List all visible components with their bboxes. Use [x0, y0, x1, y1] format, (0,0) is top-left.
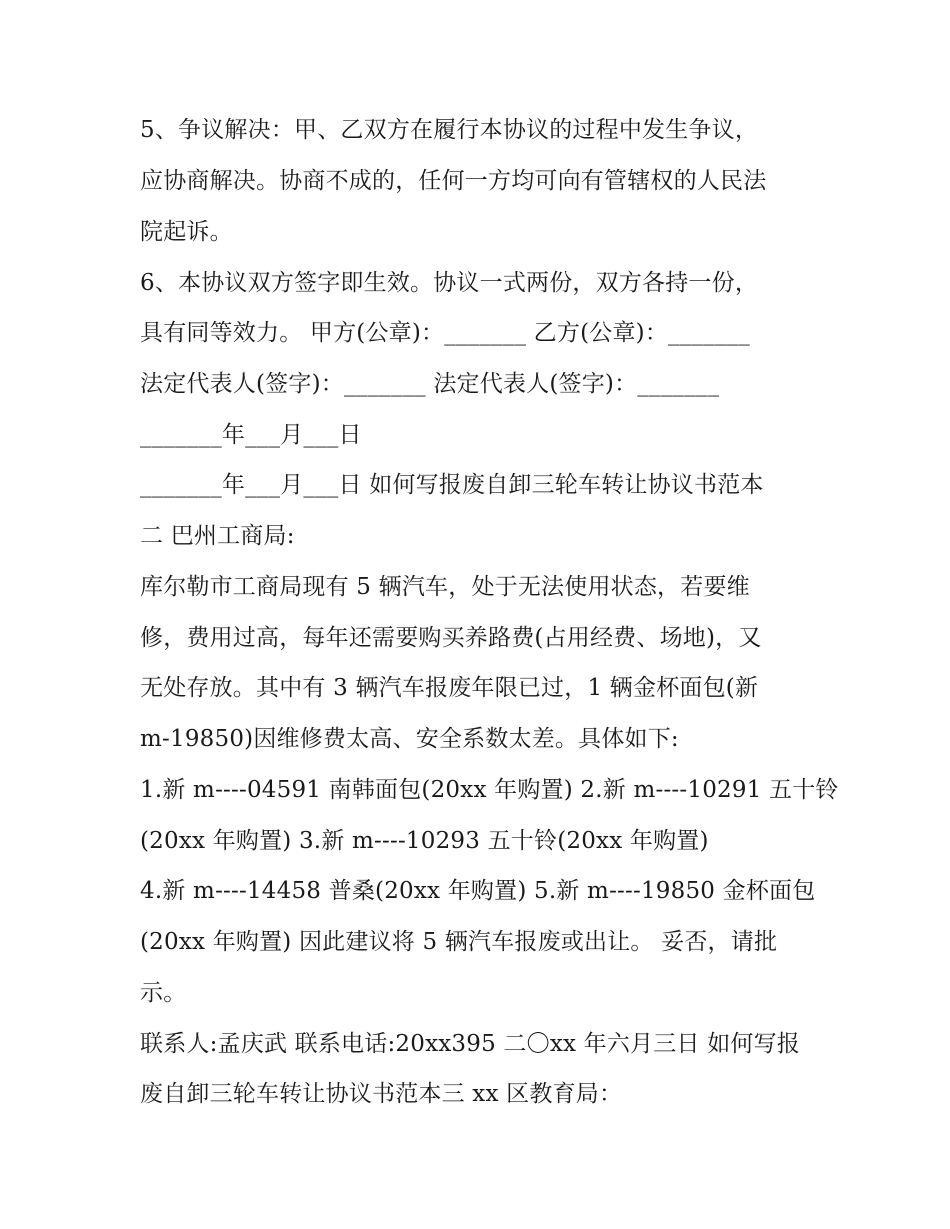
text-line: 无处存放。其中有 3 辆汽车报废年限已过，1 辆金杯面包(新: [140, 675, 759, 701]
text-line: 5、争议解决：甲、乙双方在履行本协议的过程中发生争议，: [140, 117, 759, 143]
text-line: 修，费用过高，每年还需要购买养路费(占用经费、场地)，又: [140, 625, 762, 651]
text-line: 库尔勒市工商局现有 5 辆汽车，处于无法使用状态，若要维: [140, 574, 750, 600]
text-line: 院起诉。: [140, 219, 233, 245]
text-line: 具有同等效力。 甲方(公章)：_______ 乙方(公章)：_______: [140, 320, 750, 346]
text-line: m-19850)因维修费太高、安全系数太差。具体如下:: [140, 726, 679, 752]
text-line: (20xx 年购置) 3.新 m----10293 五十铃(20xx 年购置): [140, 828, 709, 854]
text-line: 4.新 m----14458 普桑(20xx 年购置) 5.新 m----19850 金杯面包: [140, 878, 816, 904]
text-line: 联系人:孟庆武 联系电话:20xx395 二〇xx 年六月三日 如何写报: [140, 1031, 800, 1057]
text-line: 1.新 m----04591 南韩面包(20xx 年购置) 2.新 m----10291 五十铃: [140, 777, 839, 803]
text-line: 废自卸三轮车转让协议书范本三 xx 区教育局：: [140, 1081, 623, 1107]
text-line: _______年___月___日 如何写报废自卸三轮车转让协议书范本: [140, 472, 764, 498]
text-line: _______年___月___日: [140, 422, 362, 448]
text-line: 示。: [140, 980, 187, 1006]
text-line: 二 巴州工商局:: [140, 523, 295, 549]
text-line: 6、本协议双方签字即生效。协议一式两份，双方各持一份，: [140, 270, 759, 296]
text-line: (20xx 年购置) 因此建议将 5 辆汽车报废或出让。 妥否，请批: [140, 929, 778, 955]
text-line: 法定代表人(签字)：_______ 法定代表人(签字)：_______: [140, 371, 720, 397]
text-line: 应协商解决。协商不成的，任何一方均可向有管辖权的人民法: [140, 168, 767, 194]
